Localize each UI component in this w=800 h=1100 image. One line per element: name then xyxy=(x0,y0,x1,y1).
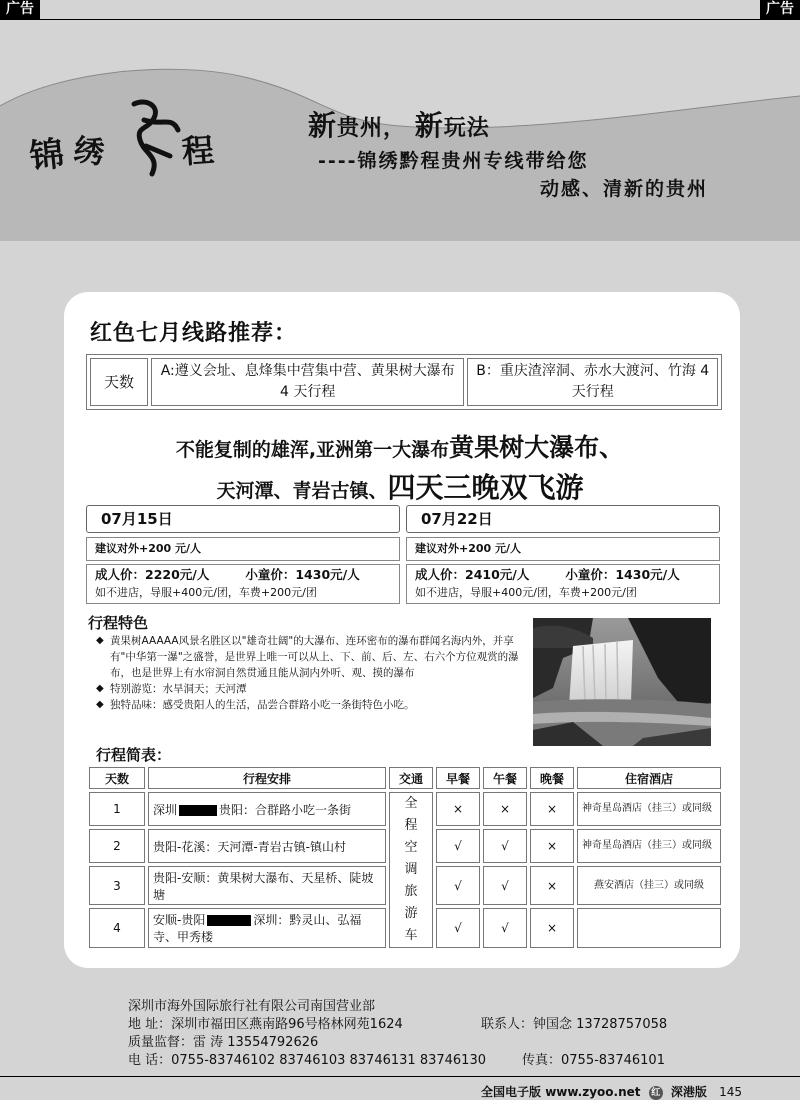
headline-line-1: 不能复制的雄浑,亚洲第一大瀑布黄果树大瀑布、 xyxy=(175,433,625,462)
route-table xyxy=(86,354,722,410)
bullet-icon: ◆ xyxy=(96,683,104,694)
child-price: 小童价：1430元/人 xyxy=(565,567,680,582)
slogan-line-1: 新贵州， 新玩法 xyxy=(308,109,490,142)
col-header-day: 天数 xyxy=(89,767,145,789)
adult-price: 成人价：2220元/人 xyxy=(95,567,210,582)
departure-date: 07月22日 xyxy=(406,505,720,533)
feature-item: ◆ 独特品味：感受贵阳人的生活，品尝合群路小吃一条街特色小吃。 xyxy=(96,699,415,711)
tel-label: 电 话： xyxy=(128,1053,172,1068)
page-number: 145 xyxy=(719,1085,742,1099)
price-note: 如不进店，导服+400元/团，车费+200元/团 xyxy=(95,586,317,599)
child-price: 小童价：1430元/人 xyxy=(245,567,360,582)
svg-text:锦: 锦 xyxy=(27,133,66,178)
qa-contact: 雷 涛 13554792626 xyxy=(193,1035,319,1050)
col-header-dinner: 晚餐 xyxy=(530,767,574,789)
transport-cell xyxy=(389,792,433,948)
table-row: 4 安顺-贵阳 深圳：黔灵山、弘福寺、甲秀楼 √ √ × xyxy=(89,908,721,948)
price-note: 如不进店，导服+400元/团，车费+200元/团 xyxy=(415,586,637,599)
edition-text: 全国电子版 www.zyoo.net xyxy=(481,1085,641,1099)
features-list xyxy=(96,633,526,713)
redaction-mark xyxy=(207,915,251,926)
departure-suggest: 建议对外+200 元/人 xyxy=(86,537,400,561)
addr-label: 地 址： xyxy=(128,1017,172,1032)
col-header-plan: 行程安排 xyxy=(148,767,386,789)
bullet-icon: ◆ xyxy=(96,635,104,646)
fax: 0755-83746101 xyxy=(561,1053,665,1068)
departure-price xyxy=(406,564,720,604)
top-rule xyxy=(0,19,800,20)
svg-text:程: 程 xyxy=(180,130,216,172)
table-row: 3 贵阳-安顺：黄果树大瀑布、天星桥、陡坡塘 √ √ × 燕安酒店（挂三）或同级 xyxy=(89,866,721,905)
headline-line-2: 天河潭、青岩古镇、四天三晚双飞游 xyxy=(216,471,584,504)
redaction-mark xyxy=(179,805,217,816)
feature-item: ◆ 特别游览：水旱洞天；天河潭 xyxy=(96,683,247,695)
departure-date: 07月15日 xyxy=(86,505,400,533)
footer-contact xyxy=(128,998,668,1070)
address: 深圳市福田区燕南路96号格林网苑1624 xyxy=(171,1017,403,1032)
features-title: 行程特色 xyxy=(88,614,149,632)
route-b: B：重庆渣滓洞、赤水大渡河、竹海 4 天行程 xyxy=(467,358,718,406)
bottom-rule xyxy=(0,1076,800,1077)
slogan-line-3: 动感、清新的贵州 xyxy=(540,178,709,200)
schedule-title: 行程简表： xyxy=(96,746,172,764)
departure-2 xyxy=(406,505,720,604)
slogan-line-2: ----锦绣黔程贵州专线带给您 xyxy=(318,150,589,172)
waterfall-photo xyxy=(533,618,711,746)
company-name: 深圳市海外国际旅行社有限公司南国营业部 xyxy=(128,999,376,1014)
schedule-table xyxy=(86,764,724,951)
adult-price: 成人价：2410元/人 xyxy=(415,567,530,582)
bullet-icon: ◆ xyxy=(96,699,104,710)
svg-text:绣: 绣 xyxy=(71,132,107,172)
fax-label: 传真： xyxy=(522,1053,562,1068)
table-row: 2 贵阳-花溪：天河潭-青岩古镇-镇山村 √ √ × 神奇星岛酒店（挂三）或同级 xyxy=(89,829,721,863)
transport-text: 全程空调旅游车 xyxy=(404,796,418,943)
departure-price xyxy=(86,564,400,604)
departure-suggest: 建议对外+200 元/人 xyxy=(406,537,720,561)
col-header-hotel: 住宿酒店 xyxy=(577,767,721,789)
route-days-label: 天数 xyxy=(90,358,148,406)
col-header-transport: 交通 xyxy=(389,767,433,789)
recommend-title: 红色七月线路推荐： xyxy=(90,321,298,346)
ad-tag-right: 广告 xyxy=(760,0,800,19)
qa-label: 质量监督： xyxy=(128,1035,194,1050)
contact: 钟国念 13728757058 xyxy=(533,1017,668,1032)
col-header-lunch: 午餐 xyxy=(483,767,527,789)
col-header-breakfast: 早餐 xyxy=(436,767,480,789)
brand-logo xyxy=(22,96,232,186)
ad-tag-left: 广告 xyxy=(0,0,40,19)
edition-badge-icon: 红 xyxy=(649,1086,663,1100)
feature-item: ◆ 黄果树AAAAA风景名胜区以"雄奇壮阔"的大瀑布、连环密布的瀑布群闻名海内外，并享有"中华第一瀑"之盛誉，是世界上唯一可以从上、下、前、后、左、右六个方位观赏的瀑布，也是世界上有水帘洞自然贯通且能从洞内外听、观、摸的瀑布 xyxy=(96,635,519,679)
contact-label: 联系人： xyxy=(481,1017,534,1032)
telephone: 0755-83746102 83746103 83746131 83746130 xyxy=(171,1053,486,1068)
table-row: 1 深圳 贵阳：合群路小吃一条街 全程空调旅游车 × × × 神奇星岛酒店（挂三）或同级 xyxy=(89,792,721,826)
region-text: 深港版 xyxy=(670,1085,707,1099)
departure-1 xyxy=(86,505,400,604)
page-footer xyxy=(481,1083,742,1100)
route-a: A:遵义会址、息烽集中营集中营、黄果树大瀑布 4 天行程 xyxy=(151,358,464,406)
